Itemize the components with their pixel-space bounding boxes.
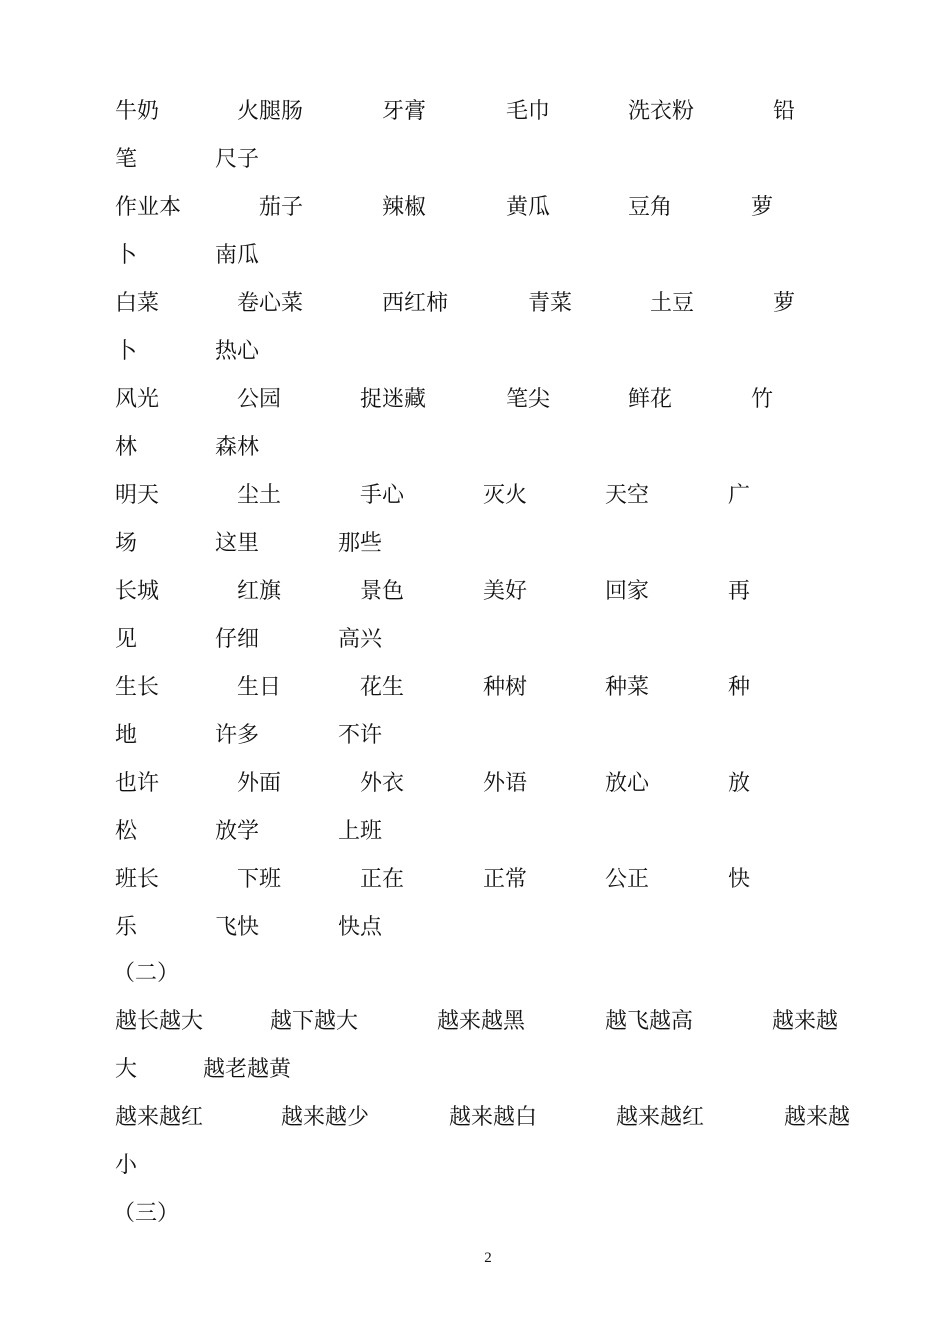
word: 生日 [237,675,282,700]
word: 毛巾 [506,99,551,124]
word: 西红柿 [382,291,449,316]
word: 外面 [237,771,282,796]
word: 洗衣粉 [628,99,695,124]
word: 公园 [237,387,282,412]
word: 正常 [483,867,528,892]
word: 花生 [360,675,405,700]
word: 外语 [483,771,528,796]
word: 越来越黑 [437,1009,526,1034]
word: 森林 [215,435,260,460]
word: 越来越少 [281,1105,370,1130]
word: 越飞越高 [605,1009,694,1034]
word: 许多 [215,723,260,748]
word: 热心 [215,339,260,364]
word: 越长越大 [115,1009,204,1034]
word: 牛奶 [115,99,160,124]
text-line [0,865,950,895]
word: 也许 [115,771,160,796]
word: 南瓜 [215,243,260,268]
word: 那些 [338,531,383,556]
text-line [0,913,950,943]
text-line [0,625,950,655]
word: 场 [115,531,138,556]
word: 广 [728,483,751,508]
word: 快点 [338,915,383,940]
word: 不许 [338,723,383,748]
text-line [0,769,950,799]
word: 种 [728,675,751,700]
word: 放心 [605,771,650,796]
text-line [0,145,950,175]
word: 再 [728,579,751,604]
word: 乐 [115,915,138,940]
word: 卜 [115,339,138,364]
word: 美好 [483,579,528,604]
word: 上班 [338,819,383,844]
word: 仔细 [215,627,260,652]
text-line [0,817,950,847]
text-line [0,721,950,751]
word: 越来越 [772,1009,839,1034]
word: 公正 [605,867,650,892]
word: 青菜 [528,291,573,316]
text-line [0,959,950,989]
word: 笔 [115,147,138,172]
word: 高兴 [338,627,383,652]
word: 林 [115,435,138,460]
word: 竹 [751,387,774,412]
word: 笔尖 [506,387,551,412]
word: 火腿肠 [237,99,304,124]
word: 飞快 [215,915,260,940]
word: 正在 [360,867,405,892]
word: 越来越红 [616,1105,705,1130]
word: 萝 [773,291,796,316]
text-line [0,289,950,319]
word: 风光 [115,387,160,412]
text-line [0,97,950,127]
word: 土豆 [650,291,695,316]
word: 明天 [115,483,160,508]
word: 辣椒 [382,195,427,220]
word: 灭火 [483,483,528,508]
text-line [0,673,950,703]
word: 生长 [115,675,160,700]
word: 大 [115,1057,138,1082]
text-line [0,241,950,271]
text-line [0,1103,950,1133]
word: 卜 [115,243,138,268]
word: 班长 [115,867,160,892]
word: 牙膏 [382,99,427,124]
word: 尺子 [215,147,260,172]
text-line [0,577,950,607]
word: 捉迷藏 [360,387,427,412]
text-line [0,1007,950,1037]
word: （二） [113,961,180,986]
word: 白菜 [115,291,160,316]
word: 越下越大 [270,1009,359,1034]
text-line [0,337,950,367]
word: 天空 [605,483,650,508]
word: 尘土 [237,483,282,508]
word: 快 [728,867,751,892]
word: 越来越白 [449,1105,538,1130]
word: 回家 [605,579,650,604]
word: 铅 [773,99,796,124]
word: 越来越红 [115,1105,204,1130]
word: 放学 [215,819,260,844]
text-line [0,1199,950,1229]
word: 松 [115,819,138,844]
word: （三） [113,1201,180,1226]
word: 种菜 [605,675,650,700]
text-line [0,529,950,559]
word: 红旗 [237,579,282,604]
text-line [0,385,950,415]
word: 景色 [360,579,405,604]
text-line [0,433,950,463]
word: 豆角 [628,195,673,220]
word: 长城 [115,579,160,604]
word: 萝 [751,195,774,220]
page-number: 2 [484,1250,492,1266]
word: 放 [728,771,751,796]
word: 手心 [360,483,405,508]
word: 小 [115,1153,138,1178]
word: 越来越 [784,1105,851,1130]
word: 黄瓜 [506,195,551,220]
word: 鲜花 [628,387,673,412]
word: 外衣 [360,771,405,796]
text-line [0,481,950,511]
text-line [0,193,950,223]
word: 这里 [215,531,260,556]
word: 作业本 [115,195,182,220]
word: 茄子 [259,195,304,220]
word: 越老越黄 [203,1057,292,1082]
text-line [0,1055,950,1085]
word: 种树 [483,675,528,700]
word: 地 [115,723,138,748]
word: 见 [115,627,138,652]
word: 卷心菜 [237,291,304,316]
text-line [0,1151,950,1181]
word: 下班 [237,867,282,892]
